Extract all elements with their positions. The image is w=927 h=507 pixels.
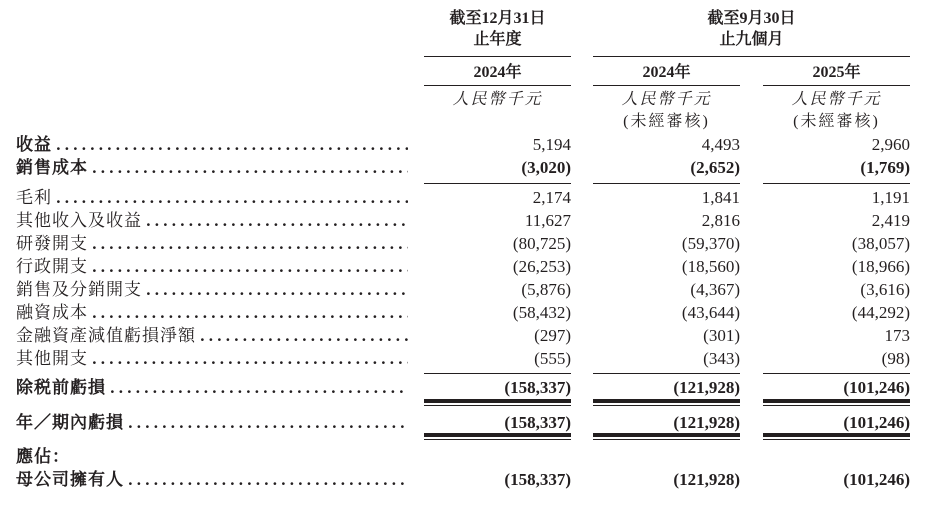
row-value-col2: 2,816 (701, 211, 740, 230)
table-row-other-income (0, 210, 927, 232)
row-value-col2: (301) (703, 326, 740, 345)
row-value-col2: (59,370) (681, 234, 740, 253)
column-unit-1: 人民幣千元 (452, 91, 543, 108)
subtotal-rule-col1 (424, 183, 571, 184)
row-value-col1: (297) (534, 326, 571, 345)
row-value-col1: (5,876) (521, 280, 571, 299)
row-value-col3: (38,057) (851, 234, 910, 253)
subtotal-rule-col3 (763, 183, 910, 184)
total-rule-col3 (763, 373, 910, 374)
row-value-col2: (121,928) (673, 470, 740, 489)
row-value-col1: (58,432) (512, 303, 571, 322)
double-rule-col2 (593, 399, 740, 406)
row-value-col3: (101,246) (843, 378, 910, 397)
row-label: 應佔： (16, 447, 70, 466)
row-value-col3: (1,769) (860, 158, 910, 177)
row-value-col2: (2,652) (690, 158, 740, 177)
header-rule-col1 (424, 56, 571, 57)
table-row-impairment-losses (0, 325, 927, 347)
row-value-col2: (343) (703, 349, 740, 368)
row-value-col1: (158,337) (504, 378, 571, 397)
header-nine-months-line2: 止九個月 (719, 31, 784, 48)
table-row-revenue (0, 134, 927, 156)
row-value-col1: (555) (534, 349, 571, 368)
row-label: 年／期內虧損 . . . (16, 412, 408, 434)
table-row-loss-for-period (0, 412, 927, 434)
row-value-col2: (121,928) (673, 378, 740, 397)
table-row-admin-expenses (0, 256, 927, 278)
double-rule-col3 (763, 399, 910, 406)
row-label: 研發開支 . . . (16, 233, 408, 255)
row-label: 銷售成本 . . . (16, 157, 408, 179)
row-value-col3: 2,960 (871, 135, 910, 154)
row-value-col2: (18,560) (681, 257, 740, 276)
row-value-col2: 4,493 (701, 135, 740, 154)
row-value-col3: (101,246) (843, 413, 910, 432)
column-year-3: 2025年 (812, 64, 861, 81)
table-row-loss-before-tax (0, 377, 927, 399)
column-unaudited-note-2: (未經審核) (623, 113, 710, 130)
double-rule-col2-b (593, 433, 740, 440)
row-value-col2: (43,644) (681, 303, 740, 322)
row-value-col3: 2,419 (871, 211, 910, 230)
column-unit-3: 人民幣千元 (791, 91, 882, 108)
row-value-col2: (4,367) (690, 280, 740, 299)
year-rule-col2 (593, 85, 740, 86)
row-value-col1: (158,337) (504, 470, 571, 489)
row-value-col1: (158,337) (504, 413, 571, 432)
row-label: 銷售及分銷開支 . . . (16, 279, 408, 301)
double-rule-col1-b (424, 433, 571, 440)
total-rule-col1 (424, 373, 571, 374)
row-label: 融資成本 . . . (16, 302, 408, 324)
header-nine-months-period (593, 8, 910, 50)
table-row-other-expenses (0, 348, 927, 370)
column-year-2: 2024年 (642, 64, 691, 81)
double-rule-col3-b (763, 433, 910, 440)
double-rule-col1 (424, 399, 571, 406)
table-row-gross-profit (0, 187, 927, 209)
row-label: 母公司擁有人 . . . (16, 469, 408, 491)
column-unit-2: 人民幣千元 (621, 91, 712, 108)
table-row-finance-costs (0, 302, 927, 324)
table-row-attributable-to (0, 446, 927, 468)
row-value-col1: (80,725) (512, 234, 571, 253)
row-value-col3: (98) (881, 349, 910, 368)
header-full-year-line1: 截至12月31日 (449, 10, 546, 27)
row-value-col1: (26,253) (512, 257, 571, 276)
row-value-col3: 1,191 (871, 188, 910, 207)
header-full-year-line2: 止年度 (473, 31, 522, 48)
column-unaudited-note-3: (未經審核) (793, 113, 880, 130)
total-rule-col2 (593, 373, 740, 374)
row-value-col3: 173 (884, 326, 910, 345)
table-row-cost-of-sales (0, 157, 927, 179)
row-value-col1: 11,627 (524, 211, 571, 230)
row-label: 毛利 . . . (16, 187, 408, 209)
row-label: 收益 . . . (16, 134, 408, 156)
row-value-col2: (121,928) (673, 413, 740, 432)
row-value-col1: 5,194 (532, 135, 571, 154)
row-value-col3: (44,292) (851, 303, 910, 322)
table-row-selling-expenses (0, 279, 927, 301)
row-value-col1: 2,174 (532, 188, 571, 207)
header-nine-months-line1: 截至9月30日 (707, 10, 796, 27)
row-value-col3: (3,616) (860, 280, 910, 299)
row-label: 行政開支 . . . (16, 256, 408, 278)
row-value-col3: (18,966) (851, 257, 910, 276)
row-value-col2: 1,841 (701, 188, 740, 207)
row-label: 除税前虧損 . . . (16, 377, 408, 399)
row-value-col3: (101,246) (843, 470, 910, 489)
header-full-year-period (424, 8, 571, 50)
year-rule-col1 (424, 85, 571, 86)
row-label: 其他收入及收益 . . . (16, 210, 408, 232)
row-value-col1: (3,020) (521, 158, 571, 177)
header-rule-nine-months (593, 56, 910, 57)
column-year-1: 2024年 (473, 64, 522, 81)
year-rule-col3 (763, 85, 910, 86)
table-row-owners-of-parent (0, 469, 927, 491)
subtotal-rule-col2 (593, 183, 740, 184)
row-label: 金融資產減值虧損淨額 . . . (16, 325, 408, 347)
table-row-rnd-expenses (0, 233, 927, 255)
row-label: 其他開支 . . . (16, 348, 408, 370)
